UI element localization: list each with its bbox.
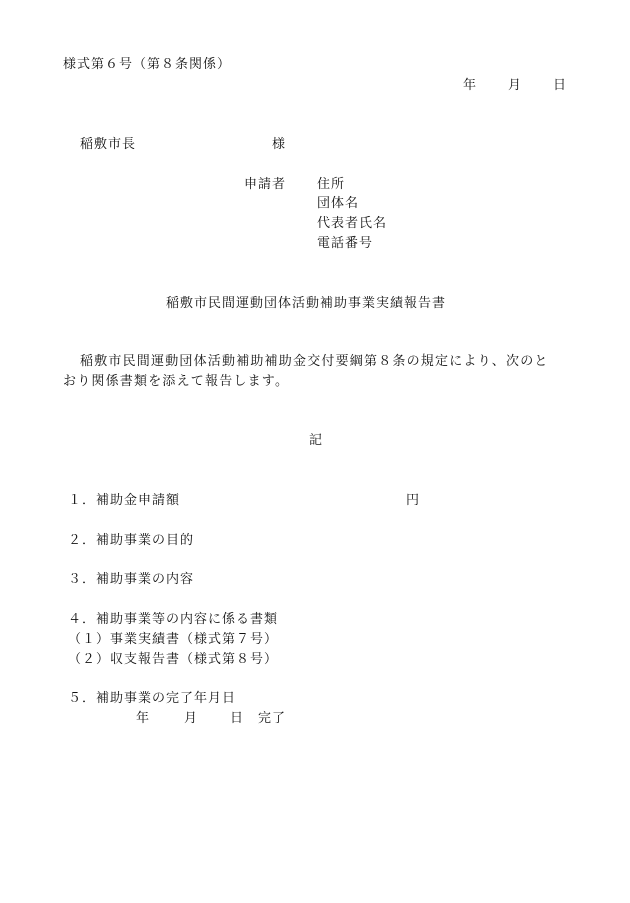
applicant-group-name-label: 団体名: [317, 196, 360, 211]
item-5-completed-label: 完了: [258, 711, 287, 726]
item-1-label: １．補助金申請額: [68, 493, 181, 508]
item-3-label: ３．補助事業の内容: [68, 572, 195, 587]
body-text-line-1: 稲敷市民間運動団体活動補助補助金交付要綱第８条の規定により、次のと: [80, 354, 549, 369]
document-title: 稲敷市民間運動団体活動補助事業実績報告書: [166, 296, 447, 311]
applicant-representative-label: 代表者氏名: [317, 216, 388, 231]
item-4-sub-1: （１）事業実績書（様式第７号）: [68, 632, 279, 647]
date-month-label: 月: [508, 78, 523, 93]
item-4-label: ４．補助事業等の内容に係る書類: [68, 612, 279, 627]
item-2-label: ２．補助事業の目的: [68, 533, 195, 548]
item-5-label: ５．補助事業の完了年月日: [68, 691, 237, 706]
item-4-sub-2: （２）収支報告書（様式第８号）: [68, 652, 279, 667]
date-day-label: 日: [553, 78, 568, 93]
item-5-year-label: 年: [136, 711, 151, 726]
applicant-label: 申請者: [244, 177, 287, 192]
item-5-month-label: 月: [184, 711, 199, 726]
applicant-address-label: 住所: [317, 177, 346, 192]
date-year-label: 年: [463, 78, 478, 93]
addressee-honorific: 様: [272, 137, 287, 152]
form-number: 様式第６号（第８条関係）: [63, 57, 232, 72]
addressee-name: 稲敷市長: [80, 137, 137, 152]
ki-heading: 記: [309, 433, 324, 448]
body-text-line-2: おり関係書類を添えて報告します。: [63, 374, 290, 389]
applicant-phone-label: 電話番号: [317, 236, 374, 251]
item-5-day-label: 日: [230, 711, 245, 726]
item-1-unit: 円: [406, 493, 421, 508]
